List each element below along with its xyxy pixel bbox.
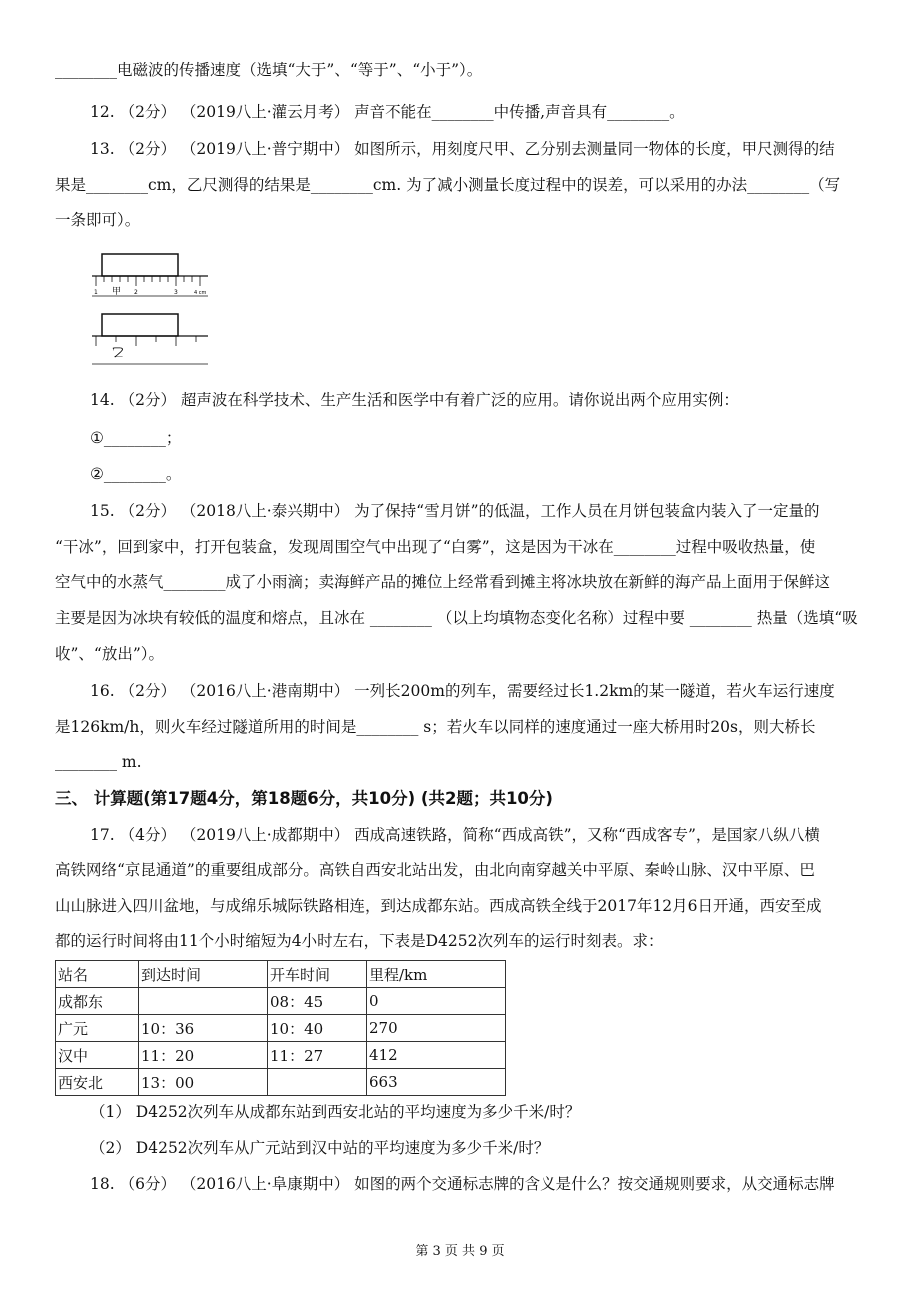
text-line: 果是________cm，乙尺测得的结果是________cm. 为了减小测量长度过程中的误差，可以采用的办法________（写 bbox=[55, 176, 841, 194]
ruler-label-yi: 乙 bbox=[111, 345, 124, 359]
question-15: 15. （2分） （2018八上·泰兴期中） 为了保持“雪月饼”的低温，工作人员在月饼包装盒内装入了一定量的 bbox=[90, 502, 820, 520]
table-row bbox=[56, 1042, 506, 1069]
table-cell: 西安北 bbox=[56, 1069, 139, 1096]
table-cell: 0 bbox=[367, 988, 506, 1015]
table-header: 开车时间 bbox=[268, 961, 367, 988]
ruler-diagram bbox=[90, 246, 210, 366]
table-cell: 11：27 bbox=[268, 1042, 367, 1069]
question-13: 13. （2分） （2019八上·普宁期中） 如图所示，用刻度尺甲、乙分别去测量同一物体的长度，甲尺测得的结 bbox=[90, 140, 835, 158]
sub-question-2: （2） D4252次列车从广元站到汉中站的平均速度为多少千米/时？ bbox=[90, 1139, 550, 1157]
ruler-label: 3 bbox=[174, 289, 178, 296]
table-cell: 汉中 bbox=[56, 1042, 139, 1069]
table-header: 站名 bbox=[56, 961, 139, 988]
question-14: 14. （2分） 超声波在科学技术、生产生活和医学中有着广泛的应用。请你说出两个应用实例： bbox=[90, 391, 739, 409]
table-row bbox=[56, 1069, 506, 1096]
table-cell: 成都东 bbox=[56, 988, 139, 1015]
text-line: 是126km/h，则火车经过隧道所用的时间是________ s；若火车以同样的速度通过一座大桥用时20s，则大桥长 bbox=[55, 718, 816, 736]
table-cell: 270 bbox=[367, 1015, 506, 1042]
answer-blank-1: ①________； bbox=[90, 429, 182, 447]
table-cell: 08：45 bbox=[268, 988, 367, 1015]
table-header-row bbox=[56, 961, 506, 988]
table-cell: 412 bbox=[367, 1042, 506, 1069]
text-line: 高铁网络“京昆通道”的重要组成部分。高铁自西安北站出发，由北向南穿越关中平原、秦岭山脉、汉中平原、巴 bbox=[55, 861, 815, 879]
answer-blank-2: ②________。 bbox=[90, 465, 182, 483]
question-12: 12. （2分） （2019八上·灌云月考） 声音不能在________中传播,声音具有________。 bbox=[90, 103, 685, 121]
table-cell bbox=[139, 988, 268, 1015]
text-line: 山山脉进入四川盆地，与成绵乐城际铁路相连，到达成都东站。西成高铁全线于2017年12月6日开通，西安至成 bbox=[55, 897, 822, 915]
ruler-figure bbox=[90, 246, 210, 370]
question-16: 16. （2分） （2016八上·港南期中） 一列长200m的列车，需要经过长1.2km的某一隧道，若火车运行速度 bbox=[90, 682, 835, 700]
text-line: 都的运行时间将由11个小时缩短为4小时左右，下表是D4252次列车的运行时刻表。求： bbox=[55, 932, 664, 950]
text-line: 主要是因为冰块有较低的温度和熔点，且冰在 ________ （以上均填物态变化名称）过程中要 ________ 热量（选填“吸 bbox=[55, 609, 858, 627]
text-line: “干冰”，回到家中，打开包装盒，发现周围空气中出现了“白雾”，这是因为干冰在________过程中吸收热量，使 bbox=[55, 538, 816, 556]
text-line: 空气中的水蒸气________成了小雨滴；卖海鲜产品的摊位上经常看到摊主将冰块放在新鲜的海产品上面用于保鲜这 bbox=[55, 573, 831, 591]
table-header: 到达时间 bbox=[139, 961, 268, 988]
table-cell bbox=[268, 1069, 367, 1096]
train-timetable bbox=[55, 960, 506, 1096]
question-18: 18. （6分） （2016八上·阜康期中） 如图的两个交通标志牌的含义是什么？按交通规则要求，从交通标志牌 bbox=[90, 1175, 835, 1193]
text-line: ________ m. bbox=[55, 753, 142, 771]
sub-question-1: （1） D4252次列车从成都东站到西安北站的平均速度为多少千米/时？ bbox=[90, 1103, 581, 1121]
ruler-label: 甲 bbox=[112, 287, 122, 297]
table-cell: 663 bbox=[367, 1069, 506, 1096]
text-line: 收”、“放出”）。 bbox=[55, 645, 165, 663]
table-cell: 13：00 bbox=[139, 1069, 268, 1096]
table-row bbox=[56, 1015, 506, 1042]
text-line: ________电磁波的传播速度（选填“大于”、“等于”、“小于”）。 bbox=[55, 61, 483, 79]
table-header: 里程/km bbox=[367, 961, 506, 988]
section-heading: 三、 计算题(第17题4分，第18题6分，共10分) (共2题；共10分) bbox=[55, 789, 553, 808]
ruler-label: 2 bbox=[134, 289, 138, 296]
table-cell: 广元 bbox=[56, 1015, 139, 1042]
table-cell: 11：20 bbox=[139, 1042, 268, 1069]
table-cell: 10：40 bbox=[268, 1015, 367, 1042]
ruler-label: 4 cm bbox=[194, 290, 207, 296]
ruler-label: 1 bbox=[94, 289, 98, 296]
table-row bbox=[56, 988, 506, 1015]
page-footer: 第 3 页 共 9 页 bbox=[415, 1244, 505, 1259]
table-cell: 10：36 bbox=[139, 1015, 268, 1042]
question-17: 17. （4分） （2019八上·成都期中） 西成高速铁路，简称“西成高铁”，又称“西成客专”，是国家八纵八横 bbox=[90, 826, 820, 844]
text-line: 一条即可）。 bbox=[55, 211, 141, 229]
